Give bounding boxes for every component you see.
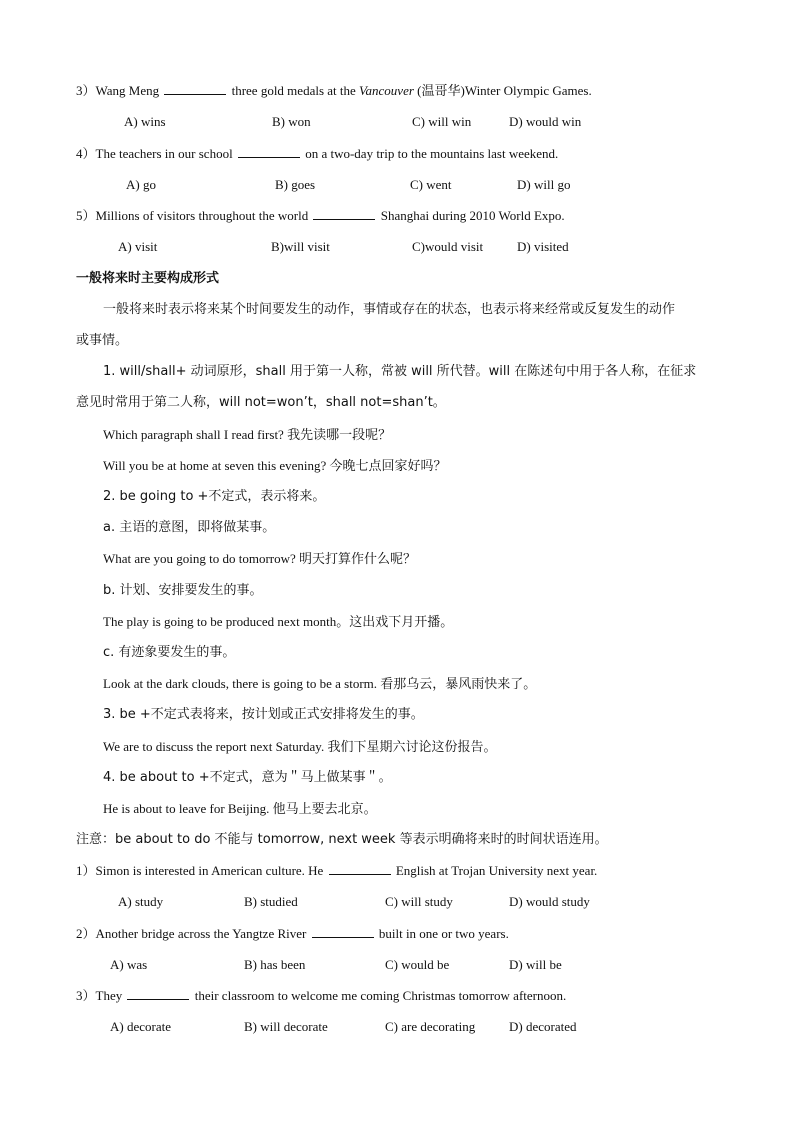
option-a: A) wins: [124, 114, 166, 129]
option-c: C) are decorating: [385, 1019, 476, 1034]
option-a: A) visit: [118, 239, 158, 254]
section-heading: 一般将来时主要构成形式: [76, 271, 220, 286]
answer-blank: [164, 82, 226, 95]
example-sentence: Will you be at home at seven this evening? 今晚七点回家好吗？: [103, 458, 447, 473]
example-sentence: We are to discuss the report next Saturday. 我们下星期六讨论这份报告。: [103, 739, 497, 754]
rule-text: 3. be +不定式表将来，按计划或正式安排将发生的事。: [103, 707, 424, 722]
question-stem: 2）Another bridge across the Yangtze River built in one or two years.: [76, 926, 509, 941]
rule-subtext: c. 有迹象要发生的事。: [103, 645, 236, 660]
option-c: C) would be: [385, 957, 450, 972]
example-sentence: He is about to leave for Beijing. 他马上要去北京。: [103, 801, 377, 816]
rule-text: 1. will/shall+ 动词原形，shall 用于第一人称，常被 will 所代替。will 在陈述句中用于各人称，在征求: [103, 364, 697, 379]
question-stem: 3）Wang Meng three gold medals at the Vancouver (温哥华)Winter Olympic Games.: [76, 83, 592, 98]
rule-text: 意见时常用于第二人称，will not=won’t，shall not=shan’t。: [76, 395, 446, 410]
rule-text: 2. be going to +不定式，表示将来。: [103, 489, 326, 504]
intro-text: 或事情。: [76, 333, 129, 348]
option-b: B) has been: [244, 957, 306, 972]
example-sentence: Which paragraph shall I read first? 我先读哪一段呢？: [103, 427, 392, 442]
rule-subtext: b. 计划、安排要发生的事。: [103, 583, 263, 598]
option-d: D) will be: [509, 957, 562, 972]
option-a: A) study: [118, 894, 164, 909]
example-sentence: What are you going to do tomorrow? 明天打算作什么呢？: [103, 551, 417, 566]
option-c: C) will win: [412, 114, 472, 129]
option-c: C)would visit: [412, 239, 484, 254]
option-d: D) decorated: [509, 1019, 577, 1034]
example-sentence: The play is going to be produced next month。这出戏下月开播。: [103, 614, 454, 629]
option-d: D) would win: [509, 114, 582, 129]
option-a: A) decorate: [110, 1019, 171, 1034]
option-c: C) will study: [385, 894, 453, 909]
answer-blank: [313, 207, 375, 220]
answer-blank: [329, 862, 391, 875]
option-b: B) goes: [275, 177, 316, 192]
note-text: 注意：be about to do 不能与 tomorrow, next week 等表示明确将来时的时间状语连用。: [76, 832, 608, 847]
option-c: C) went: [410, 177, 452, 192]
option-b: B) won: [272, 114, 311, 129]
option-b: B) will decorate: [244, 1019, 328, 1034]
option-d: D) visited: [517, 239, 569, 254]
answer-blank: [312, 925, 374, 938]
answer-blank: [127, 987, 189, 1000]
question-stem: 1）Simon is interested in American culture. He English at Trojan University next year.: [76, 863, 598, 878]
option-d: D) would study: [509, 894, 590, 909]
answer-blank: [238, 145, 300, 158]
example-sentence: Look at the dark clouds, there is going to be a storm. 看那乌云，暴风雨快来了。: [103, 676, 537, 691]
option-d: D) will go: [517, 177, 571, 192]
question-stem: 4）The teachers in our school on a two-day trip to the mountains last weekend.: [76, 146, 559, 161]
option-b: B)will visit: [271, 239, 330, 254]
question-stem: 5）Millions of visitors throughout the world Shanghai during 2010 World Expo.: [76, 208, 565, 223]
rule-text: 4. be about to +不定式，意为＂马上做某事＂。: [103, 770, 392, 785]
rule-subtext: a. 主语的意图，即将做某事。: [103, 520, 276, 535]
option-a: A) was: [110, 957, 148, 972]
option-b: B) studied: [244, 894, 298, 909]
option-a: A) go: [126, 177, 156, 192]
intro-text: 一般将来时表示将来某个时间要发生的动作，事情或存在的状态，也表示将来经常或反复发生的动作: [103, 302, 676, 317]
question-stem: 3）They their classroom to welcome me coming Christmas tomorrow afternoon.: [76, 988, 567, 1003]
